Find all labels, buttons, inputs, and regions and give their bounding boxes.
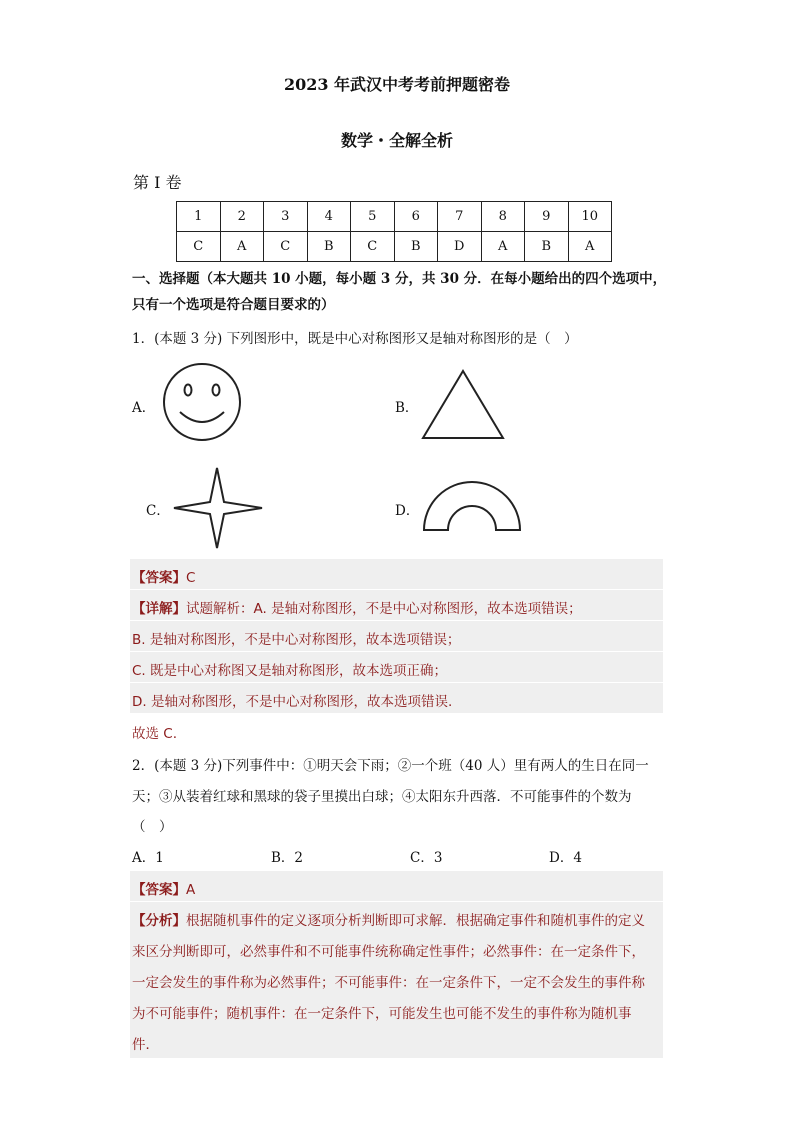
- table-cell-answer: A: [568, 232, 612, 262]
- table-cell-answer: D: [438, 232, 482, 262]
- table-cell-answer: C: [264, 232, 308, 262]
- q1-detail-line1: 试题解析：A. 是轴对称图形，不是中心对称图形，故本选项错误；: [186, 601, 582, 617]
- q1-option-d-label: D．: [395, 503, 420, 519]
- q2-stem-line1: 2．(本题 3 分)下列事件中：①明天会下雨；②一个班（40 人）里有两人的生日在同一: [132, 758, 649, 774]
- table-cell-number: 2: [220, 202, 264, 232]
- q1-detail-band-3: [130, 652, 663, 683]
- table-cell-answer: B: [394, 232, 438, 262]
- table-cell-number: 7: [438, 202, 482, 232]
- q1-detail-band-2: [130, 621, 663, 652]
- table-cell-answer: A: [220, 232, 264, 262]
- table-cell-number: 5: [351, 202, 395, 232]
- table-cell-answer: C: [351, 232, 395, 262]
- q1-detail-band-4: [130, 683, 663, 714]
- q2-analysis-band: [130, 902, 663, 1059]
- q1-detail-line4: D. 是轴对称图形，不是中心对称图形，故本选项错误.: [132, 694, 453, 710]
- answer-table-number-row: [177, 202, 612, 232]
- q1-answer-value: C: [186, 570, 196, 586]
- q1-conclusion: 故选 C.: [132, 726, 178, 742]
- q2-analysis-line3: 一定会发生的事件称为必然事件；不可能事件：在一定条件下，一定不会发生的事件称: [132, 975, 645, 991]
- q1-option-c-label: C．: [146, 503, 170, 519]
- q2-analysis-tag: 【分析】: [132, 913, 186, 929]
- q1-stem: 1．(本题 3 分) 下列图形中，既是中心对称图形又是轴对称图形的是（ ）: [132, 331, 578, 347]
- part-heading-line2: 只有一个选项是符合题目要求的）: [132, 297, 335, 313]
- document-subtitle: 数学・全解全析: [340, 131, 453, 150]
- q2-answer-value: A: [186, 882, 196, 898]
- table-cell-answer: C: [177, 232, 221, 262]
- table-cell-number: 3: [264, 202, 308, 232]
- q2-option-d: D．4: [549, 850, 582, 866]
- q2-answer-tag: 【答案】: [132, 882, 186, 898]
- q1-answer-tag: 【答案】: [132, 570, 186, 586]
- q2-answer-band: [130, 871, 663, 902]
- q1-detail-line3: C. 既是中心对称图又是轴对称图形，故本选项正确；: [132, 663, 448, 679]
- q2-analysis-line4: 为不可能事件；随机事件：在一定条件下，可能发生也可能不发生的事件称为随机事: [132, 1006, 632, 1022]
- table-cell-answer: B: [307, 232, 351, 262]
- q2-option-c: C．3: [410, 850, 443, 866]
- q1-answer-band: [130, 559, 663, 590]
- q2-analysis-line5: 件．: [132, 1037, 159, 1053]
- q2-analysis-line2: 来区分判断即可，必然事件和不可能事件统称确定性事件；必然事件：在一定条件下，: [132, 944, 645, 960]
- table-cell-number: 8: [481, 202, 525, 232]
- four-point-star-figure: [172, 466, 266, 550]
- answer-table: [176, 201, 612, 262]
- section-label: 第 I 卷: [133, 173, 182, 192]
- semicircle-arch-figure: [420, 478, 524, 534]
- table-cell-answer: B: [525, 232, 569, 262]
- table-cell-number: 10: [568, 202, 612, 232]
- q2-option-b: B．2: [271, 850, 304, 866]
- q2-analysis-line1: 根据随机事件的定义逐项分析判断即可求解．根据确定事件和随机事件的定义: [186, 913, 645, 929]
- smiley-face-figure: [160, 360, 244, 444]
- table-cell-answer: A: [481, 232, 525, 262]
- q2-stem-line2: 天；③从装着红球和黑球的袋子里摸出白球；④太阳东升西落．不可能事件的个数为: [132, 789, 632, 805]
- q1-option-a-label: A．: [132, 400, 156, 416]
- q1-detail-line2: B. 是轴对称图形，不是中心对称图形，故本选项错误；: [132, 632, 461, 648]
- q2-option-a: A．1: [132, 850, 164, 866]
- part-heading-line1: 一、选择题（本大题共 10 小题，每小题 3 分，共 30 分．在每小题给出的四个选项中，: [132, 271, 667, 287]
- table-cell-number: 9: [525, 202, 569, 232]
- q1-detail-tag: 【详解】: [132, 601, 186, 617]
- q2-stem-line3: （ ）: [132, 819, 173, 835]
- table-cell-number: 1: [177, 202, 221, 232]
- q1-option-b-label: B．: [395, 400, 419, 416]
- table-cell-number: 6: [394, 202, 438, 232]
- document-title: 2023 年武汉中考考前押题密卷: [283, 75, 511, 94]
- table-cell-number: 4: [307, 202, 351, 232]
- triangle-figure: [420, 368, 506, 442]
- q1-detail-band: [130, 590, 663, 621]
- answer-table-answer-row: [177, 232, 612, 262]
